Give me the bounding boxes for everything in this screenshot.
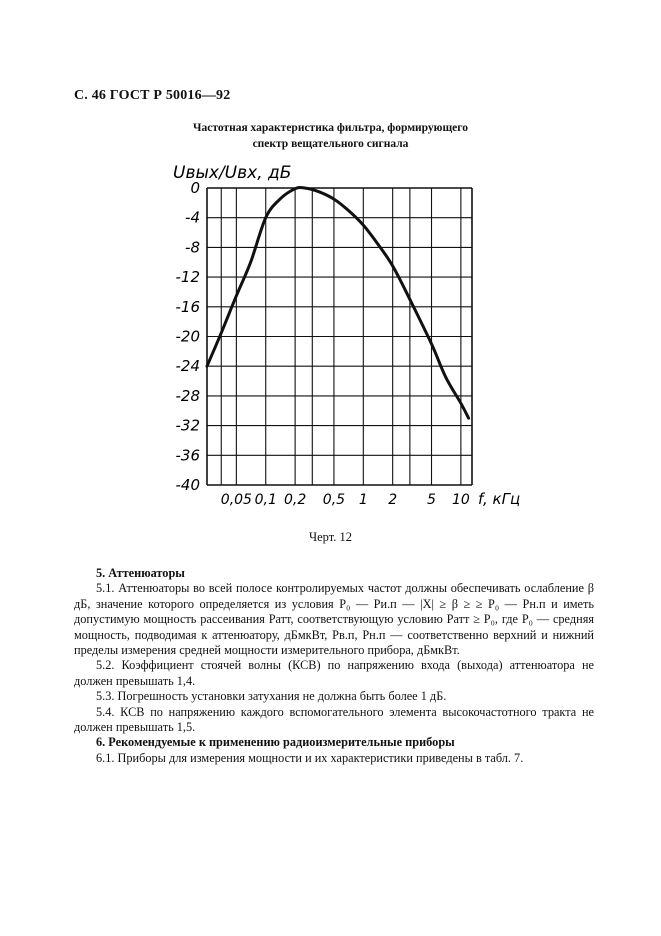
x-tick-label: 0,05 <box>220 492 252 508</box>
y-tick-label: -12 <box>175 268 200 287</box>
section-5-heading: 5. Аттенюаторы <box>96 566 185 580</box>
paragraph-5-2: 5.2. Коэффициент стоячей волны (КСВ) по напряжению входа (выхода) аттенюатора не должен превышать 1,4. <box>74 658 594 688</box>
y-tick-label: -16 <box>175 297 200 316</box>
x-tick-label: 1 <box>358 492 368 508</box>
y-tick-labels <box>176 179 201 494</box>
y-tick-label: -32 <box>175 416 200 435</box>
x-tick-label: 0,5 <box>322 492 346 508</box>
chart-title-line-1: Частотная характеристика фильтра, формирующего <box>193 122 468 134</box>
x-tick-labels <box>221 492 470 508</box>
x-tick-label: 0,2 <box>283 492 307 508</box>
y-tick-label: -40 <box>175 476 200 494</box>
x-tick-label: 5 <box>427 492 436 508</box>
x-tick-label: 0,1 <box>254 492 277 508</box>
page-header: С. 46 ГОСТ Р 50016—92 <box>74 88 231 103</box>
y-tick-label: -36 <box>175 446 200 465</box>
chart-title-line-2: спектр вещательного сигнала <box>252 138 409 150</box>
section-6-heading: 6. Рекомендуемые к применению радиоизмерительные приборы <box>96 735 455 750</box>
paragraph-5-3: 5.3. Погрешность установки затухания не должна быть более 1 дБ. <box>96 689 447 704</box>
paragraph-5-4: 5.4. КСВ по напряжению каждого вспомогательного элемента высокочастотного тракта не должен превышать 1,5. <box>74 704 594 735</box>
x-tick-label: 10 <box>451 492 470 508</box>
chart-grid <box>207 188 472 485</box>
figure-caption: Черт. 12 <box>308 530 353 544</box>
x-tick-label: 2 <box>388 492 398 508</box>
body-text <box>74 566 594 766</box>
x-axis-label: f, кГц <box>478 490 521 508</box>
y-tick-label: -20 <box>175 327 200 346</box>
y-tick-label: 0 <box>190 179 200 197</box>
y-tick-label: -28 <box>175 386 200 405</box>
paragraph-6-1: 6.1. Приборы для измерения мощности и их характеристики приведены в табл. 7. <box>96 750 524 765</box>
response-curve <box>207 187 469 418</box>
paragraph-5-1: 5.1. Аттенюаторы во всей полосе контролируемых частот должны обеспечивать ослабление β дБ, значение которого определяется из условия P₀ — Pи.п — |X| ≥ β ≥ ≥ P₀ — Pн.п и иметь допустимую мощность рассеивания Pатт, соответствующую условию Pатт ≥ P₀, где P₀ — средняя мощность, подводимая к аттенюатору, дБмкВт, Pв.п, Pн.п — соответственно верхний и нижний пределы измерения средней мощности измерительного прибора, дБмкВт. <box>74 581 594 658</box>
y-tick-label: -8 <box>185 238 200 257</box>
y-axis-label: Uвых/Uвх, дБ <box>173 163 292 183</box>
y-tick-label: -4 <box>185 208 200 227</box>
y-tick-label: -24 <box>175 357 200 376</box>
